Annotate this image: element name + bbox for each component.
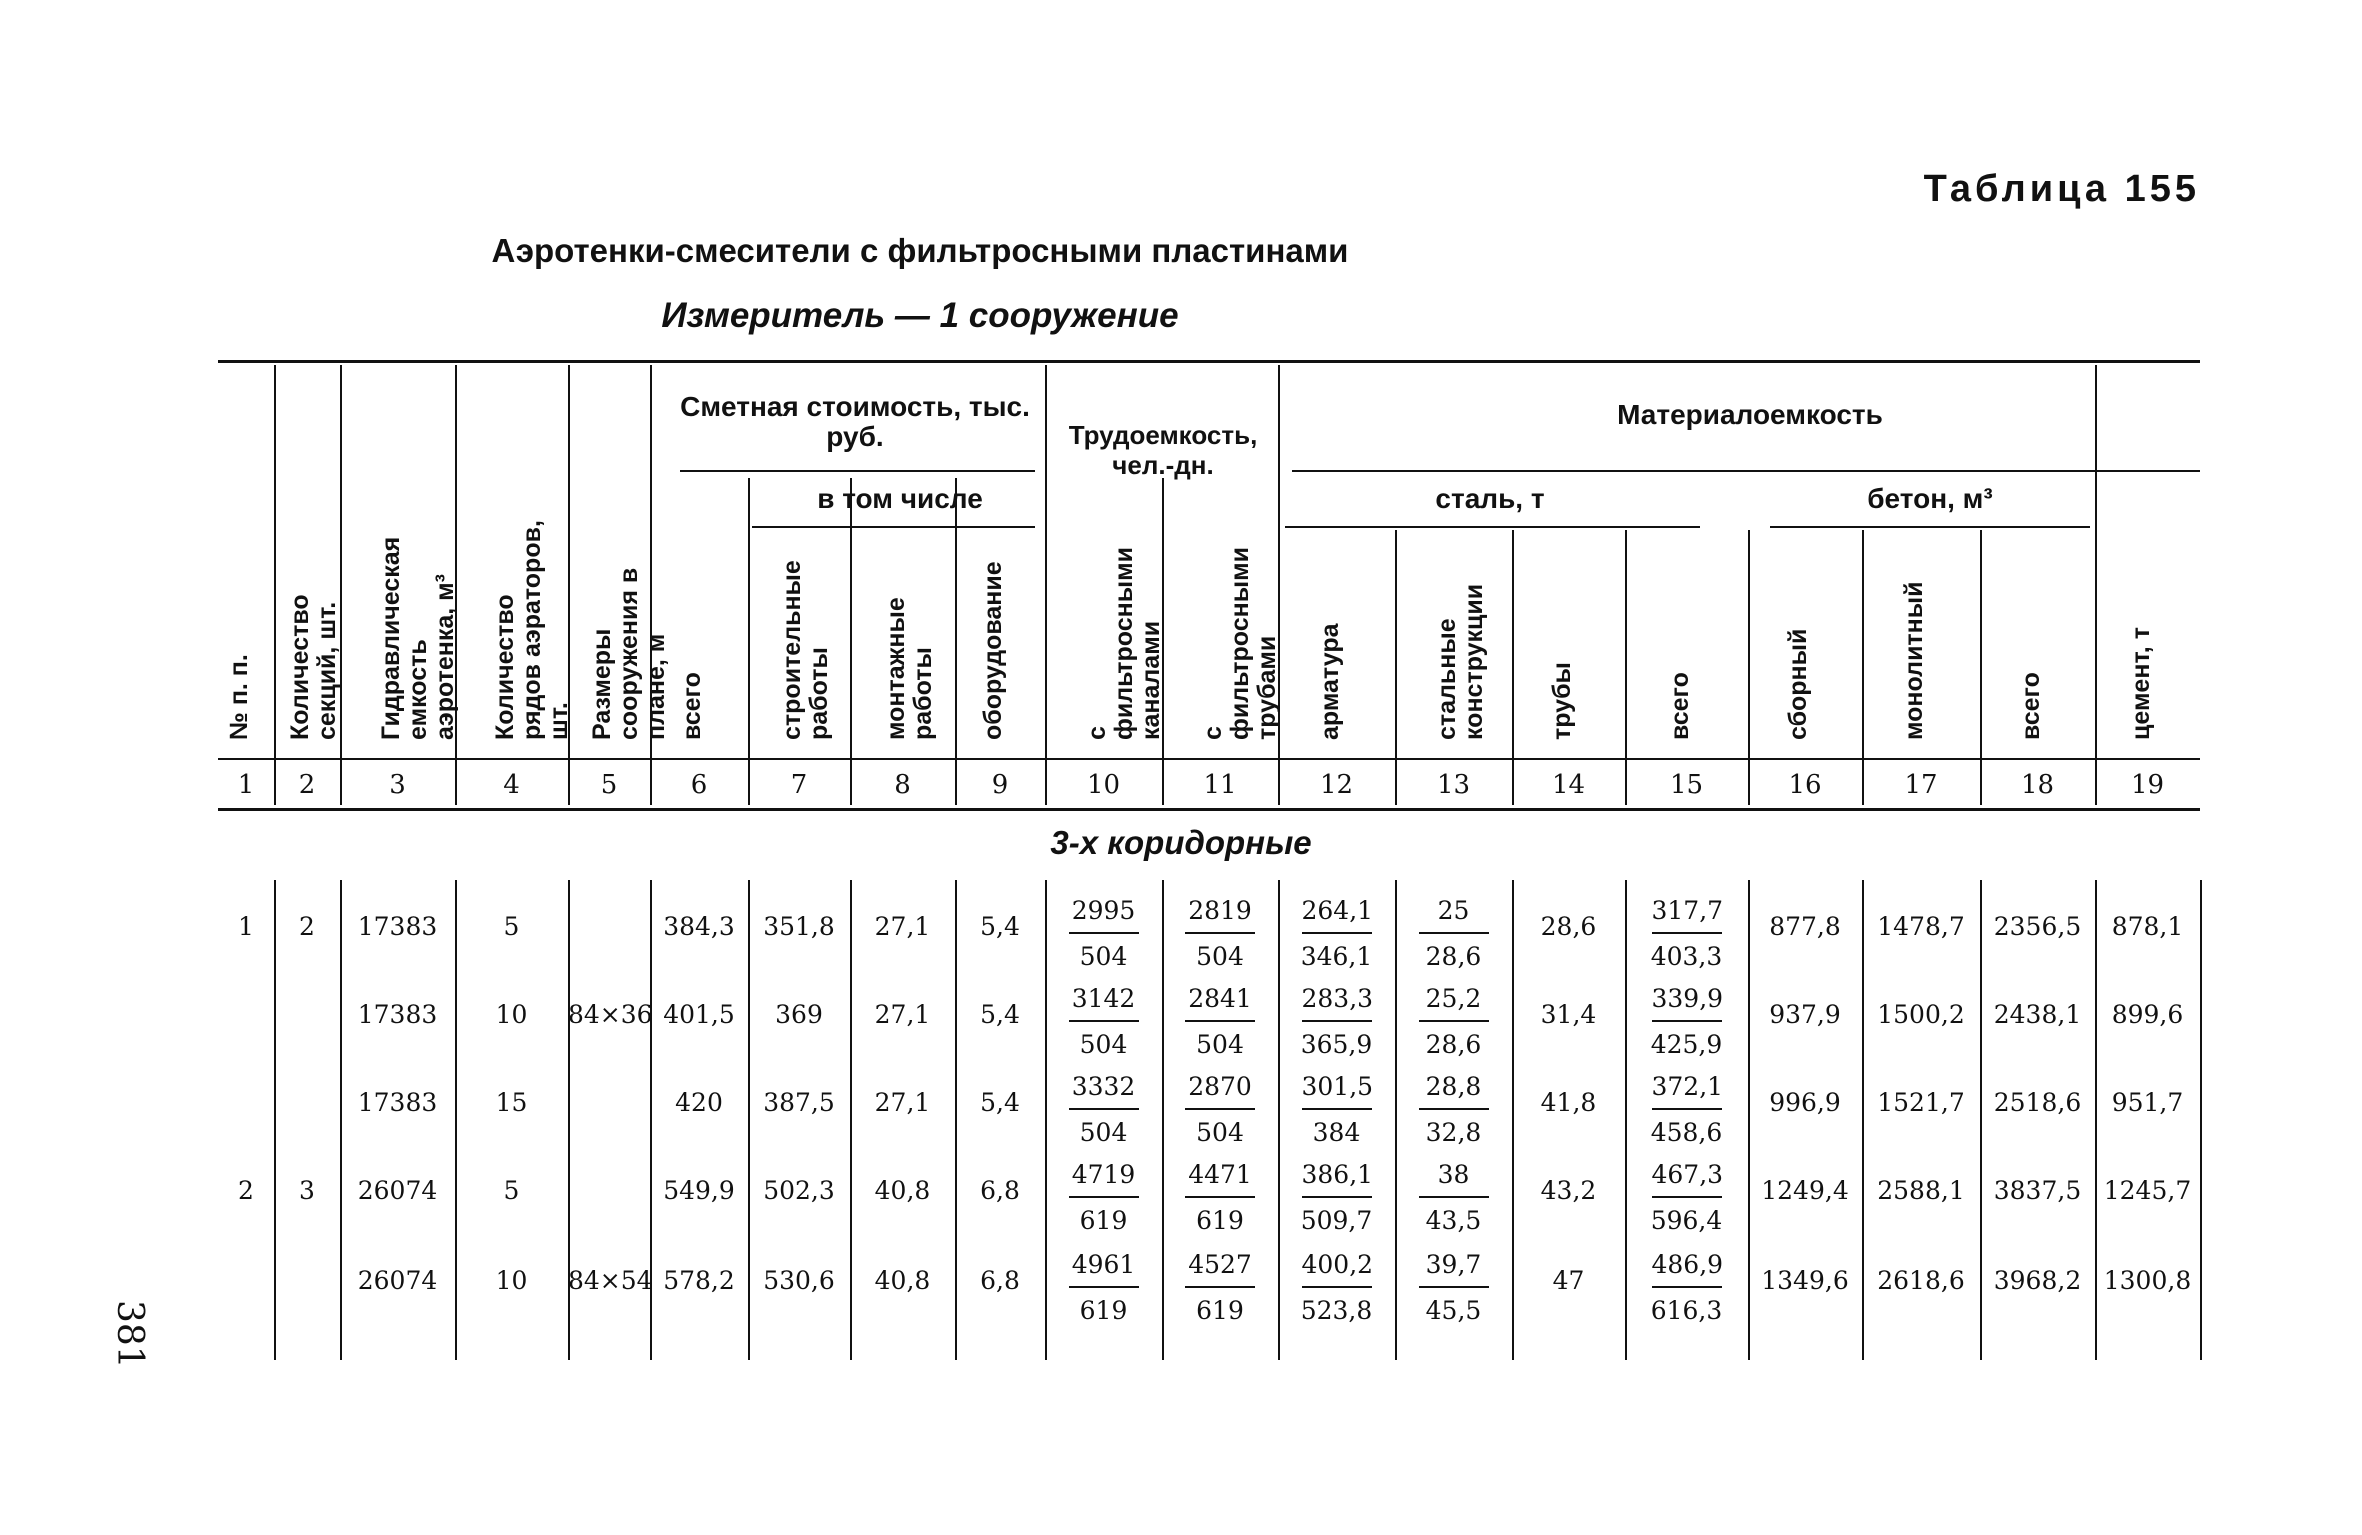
column-number: 1 — [237, 770, 255, 800]
col-header-prefab: сборный — [1784, 628, 1812, 740]
fraction-denominator: 619 — [1196, 1206, 1244, 1235]
cell-build: 369 — [775, 1000, 823, 1029]
column-number: 8 — [894, 770, 911, 800]
fraction-numerator: 386,1 — [1302, 1160, 1372, 1198]
cell-volume: 17383 — [357, 1088, 438, 1117]
fraction-numerator: 3142 — [1069, 984, 1139, 1022]
col-header-installation: монтажные работы — [881, 597, 937, 740]
fraction-rebar — [1278, 1250, 1395, 1326]
header-top-rule — [218, 360, 2200, 363]
cell-build: 387,5 — [763, 1088, 835, 1117]
header-subdivider — [1980, 530, 1982, 805]
fraction-lab1 — [1045, 1160, 1162, 1236]
fraction-numerator: 25 — [1419, 896, 1489, 934]
fraction-numerator: 2995 — [1069, 896, 1139, 934]
material-group-rule — [1292, 470, 2200, 472]
fraction-denominator: 28,6 — [1425, 1030, 1482, 1059]
body-left-rule — [274, 880, 276, 1360]
fraction-numerator: 4527 — [1185, 1250, 1255, 1288]
fraction-rebar — [1278, 1072, 1395, 1148]
fraction-steel_total — [1625, 984, 1748, 1060]
cell-pipes: 31,4 — [1540, 1000, 1597, 1029]
fraction-numerator: 283,3 — [1302, 984, 1372, 1022]
col-header-labor-channels: с фильтросными каналами — [1082, 547, 1165, 740]
cell-conc_total: 2438,1 — [1993, 1000, 2082, 1029]
cell-cement: 951,7 — [2111, 1088, 2184, 1117]
cell-mono: 2618,6 — [1877, 1266, 1965, 1295]
cell-mount: 40,8 — [874, 1266, 931, 1295]
fraction-denominator: 504 — [1079, 1030, 1128, 1059]
cell-sections: 2 — [299, 912, 315, 941]
material-group-header: Материалоемкость — [1617, 399, 1883, 430]
fraction-denominator: 509,7 — [1300, 1206, 1373, 1235]
cell-conc_total: 2356,5 — [1993, 912, 2082, 941]
cell-pipes: 28,6 — [1540, 912, 1597, 941]
cell-n: 1 — [238, 912, 254, 941]
header-divider — [2095, 365, 2097, 805]
cell-mount: 40,8 — [874, 1176, 931, 1205]
fraction-steelc — [1395, 1072, 1512, 1148]
fraction-denominator: 384 — [1312, 1118, 1361, 1147]
fraction-lab2 — [1162, 1072, 1278, 1148]
fraction-lab2 — [1162, 896, 1278, 972]
fraction-denominator: 458,6 — [1650, 1118, 1723, 1147]
col-header-monolithic: монолитный — [1900, 581, 1928, 740]
column-number: 2 — [298, 770, 316, 800]
col-header-steel-total: всего — [1665, 672, 1694, 740]
fraction-numerator: 25,2 — [1419, 984, 1489, 1022]
cell-pipes: 47 — [1552, 1266, 1585, 1295]
header-subdivider — [1625, 530, 1627, 805]
fraction-lab1 — [1045, 984, 1162, 1060]
fraction-numerator: 339,9 — [1652, 984, 1722, 1022]
cost-group-header: Сметная стоимость, тыс. руб. — [680, 391, 1030, 452]
fraction-steelc — [1395, 896, 1512, 972]
cell-rows: 15 — [495, 1088, 528, 1117]
cell-cement: 1300,8 — [2103, 1266, 2192, 1295]
cell-equip: 5,4 — [980, 1000, 1020, 1029]
cell-conc_total: 2518,6 — [1993, 1088, 2082, 1117]
cell-mono: 1478,7 — [1877, 912, 1965, 941]
fraction-steel_total — [1625, 1160, 1748, 1236]
fraction-steel_total — [1625, 1072, 1748, 1148]
cell-rows: 10 — [495, 1000, 528, 1029]
column-number: 17 — [1904, 770, 1938, 800]
cell-size: 84×36 — [568, 1000, 653, 1029]
fraction-lab1 — [1045, 1072, 1162, 1148]
fraction-denominator: 45,5 — [1425, 1296, 1482, 1325]
fraction-denominator: 504 — [1196, 942, 1244, 971]
col-header-equipment: оборудование — [979, 561, 1007, 740]
cell-conc_total: 3968,2 — [1993, 1266, 2082, 1295]
header-subdivider — [1862, 530, 1864, 805]
fraction-denominator: 28,6 — [1425, 942, 1482, 971]
fraction-numerator: 39,7 — [1419, 1250, 1489, 1288]
fraction-denominator: 619 — [1079, 1296, 1128, 1325]
fraction-denominator: 523,8 — [1300, 1296, 1373, 1325]
col-header-number: № п. п. — [225, 654, 253, 740]
fraction-numerator: 2819 — [1185, 896, 1255, 934]
column-numbers-rule — [218, 808, 2200, 811]
header-subdivider — [748, 478, 750, 805]
fraction-numerator: 2841 — [1185, 984, 1255, 1022]
page-number: 381 — [109, 1300, 150, 1369]
fraction-denominator: 43,5 — [1425, 1206, 1482, 1235]
section-title: 3-х коридорные — [1050, 824, 1312, 861]
table-subtitle: Измеритель — 1 сооружение — [661, 296, 1179, 335]
cell-prefab: 1249,4 — [1761, 1176, 1849, 1205]
fraction-lab2 — [1162, 1160, 1278, 1236]
column-number: 13 — [1436, 770, 1471, 800]
fraction-rebar — [1278, 984, 1395, 1060]
fraction-numerator: 467,3 — [1652, 1160, 1722, 1198]
fraction-numerator: 4471 — [1185, 1160, 1255, 1198]
column-number: 10 — [1086, 770, 1121, 800]
fraction-numerator: 372,1 — [1652, 1072, 1722, 1110]
fraction-numerator: 317,7 — [1652, 896, 1722, 934]
fraction-denominator: 365,9 — [1300, 1030, 1373, 1059]
cell-volume: 17383 — [357, 912, 438, 941]
fraction-numerator: 2870 — [1185, 1072, 1255, 1110]
fraction-denominator: 504 — [1079, 942, 1128, 971]
fraction-numerator: 264,1 — [1302, 896, 1372, 934]
header-subdivider — [1395, 530, 1397, 805]
header-divider — [274, 365, 276, 805]
fraction-denominator: 32,8 — [1425, 1118, 1482, 1147]
fraction-denominator: 403,3 — [1650, 942, 1723, 971]
cell-total: 549,9 — [663, 1176, 735, 1205]
fraction-numerator: 486,9 — [1652, 1250, 1722, 1288]
cell-sections: 3 — [299, 1176, 315, 1205]
cell-equip: 5,4 — [980, 912, 1020, 941]
col-header-cement: цемент, т — [2126, 627, 2155, 740]
column-number: 16 — [1788, 770, 1822, 800]
cell-rows: 10 — [495, 1266, 528, 1295]
concrete-group-header: бетон, м³ — [1867, 483, 1993, 514]
header-subdivider — [955, 478, 957, 805]
fraction-steelc — [1395, 1160, 1512, 1236]
cell-rows: 5 — [503, 912, 520, 941]
column-number: 12 — [1319, 770, 1354, 800]
fraction-steelc — [1395, 984, 1512, 1060]
fraction-steelc — [1395, 1250, 1512, 1326]
col-header-cost-total: всего — [678, 672, 706, 740]
cell-volume: 17383 — [357, 1000, 438, 1029]
col-header-rebar: арматура — [1315, 623, 1344, 740]
cell-volume: 26074 — [357, 1176, 438, 1205]
cell-mount: 27,1 — [874, 912, 931, 941]
fraction-lab1 — [1045, 1250, 1162, 1326]
fraction-denominator: 596,4 — [1650, 1206, 1723, 1235]
steel-group-header: сталь, т — [1435, 483, 1545, 514]
cell-equip: 6,8 — [980, 1176, 1020, 1205]
table-label: Таблица 155 — [1923, 168, 2200, 210]
col-header-construction: строительные работы — [778, 560, 833, 740]
cost-sub-header: в том числе — [817, 483, 983, 514]
col-header-steel-structures: стальные конструкции — [1432, 583, 1488, 740]
fraction-numerator: 4719 — [1069, 1160, 1139, 1198]
col-header-concrete-total: всего — [2016, 672, 2045, 740]
column-number: 19 — [2130, 770, 2165, 800]
cell-prefab: 1349,6 — [1761, 1266, 1849, 1295]
fraction-denominator: 504 — [1196, 1030, 1244, 1059]
cell-prefab: 877,8 — [1769, 912, 1841, 941]
cell-pipes: 41,8 — [1540, 1088, 1597, 1117]
cell-build: 351,8 — [763, 912, 835, 941]
col-header-aerator-rows: Количество рядов аэраторов, шт. — [490, 520, 573, 740]
column-number: 6 — [690, 770, 708, 800]
col-header-volume: Гидравлическая емкость аэротенка, м³ — [376, 536, 459, 740]
table-title: Аэротенки-смесители с фильтросными пластинами — [491, 232, 1349, 269]
cell-prefab: 996,9 — [1769, 1088, 1841, 1117]
cell-mono: 2588,1 — [1877, 1176, 1965, 1205]
fraction-denominator: 504 — [1079, 1118, 1128, 1147]
column-number: 3 — [389, 770, 406, 800]
cell-rows: 5 — [503, 1176, 520, 1205]
cost-sub-rule — [752, 526, 1035, 528]
cell-build: 530,6 — [763, 1266, 835, 1295]
cell-build: 502,3 — [763, 1176, 835, 1205]
column-number: 18 — [2020, 770, 2055, 800]
cell-cement: 878,1 — [2111, 912, 2184, 941]
column-number: 9 — [991, 770, 1009, 800]
fraction-denominator: 619 — [1196, 1296, 1244, 1325]
cost-group-rule — [680, 470, 1035, 472]
fraction-numerator: 3332 — [1069, 1072, 1139, 1110]
labor-group-header: Трудоемкость, чел.-дн. — [1068, 420, 1258, 480]
fraction-denominator: 425,9 — [1650, 1030, 1723, 1059]
fraction-denominator: 616,3 — [1650, 1296, 1723, 1325]
column-number: 11 — [1203, 770, 1237, 800]
fraction-denominator: 619 — [1079, 1206, 1128, 1235]
fraction-denominator: 346,1 — [1300, 942, 1373, 971]
cell-pipes: 43,2 — [1540, 1176, 1597, 1205]
col-header-labor-pipes: с фильтросными трубами — [1199, 547, 1281, 740]
cell-conc_total: 3837,5 — [1993, 1176, 2082, 1205]
cell-cement: 1245,7 — [2103, 1176, 2192, 1205]
fraction-numerator: 400,2 — [1302, 1250, 1372, 1288]
cell-total: 420 — [675, 1088, 723, 1117]
col-header-dimensions: Размеры сооружения в плане, м — [588, 567, 670, 740]
cell-volume: 26074 — [357, 1266, 438, 1295]
cell-equip: 5,4 — [980, 1088, 1020, 1117]
header-subdivider — [1748, 530, 1750, 805]
cell-n: 2 — [238, 1176, 254, 1205]
cell-total: 578,2 — [663, 1266, 735, 1295]
column-number: 4 — [503, 770, 520, 800]
header-bottom-rule — [218, 758, 2200, 760]
fraction-denominator: 504 — [1196, 1118, 1244, 1147]
fraction-numerator: 28,8 — [1419, 1072, 1489, 1110]
cell-mono: 1521,7 — [1877, 1088, 1965, 1117]
fraction-numerator: 4961 — [1069, 1250, 1139, 1288]
header-subdivider — [1512, 530, 1514, 805]
fraction-lab2 — [1162, 1250, 1278, 1326]
cell-mono: 1500,2 — [1877, 1000, 1965, 1029]
cell-equip: 6,8 — [980, 1266, 1020, 1295]
col-header-pipes: трубы — [1547, 662, 1576, 740]
cell-total: 401,5 — [663, 1000, 735, 1029]
cell-mount: 27,1 — [874, 1088, 931, 1117]
steel-group-rule — [1285, 526, 1700, 528]
header-subdivider — [850, 478, 852, 805]
fraction-rebar — [1278, 1160, 1395, 1236]
body-divider — [2200, 880, 2202, 1360]
concrete-group-rule — [1770, 526, 2090, 528]
fraction-rebar — [1278, 896, 1395, 972]
column-number: 15 — [1669, 770, 1704, 800]
column-number: 14 — [1551, 770, 1586, 800]
fraction-steel_total — [1625, 896, 1748, 972]
column-number: 7 — [790, 770, 808, 800]
col-header-sections: Количество секций, шт. — [286, 594, 341, 740]
cell-cement: 899,6 — [2111, 1000, 2184, 1029]
fraction-lab2 — [1162, 984, 1278, 1060]
fraction-lab1 — [1045, 896, 1162, 972]
fraction-numerator: 38 — [1419, 1160, 1489, 1198]
cell-prefab: 937,9 — [1769, 1000, 1841, 1029]
cell-total: 384,3 — [663, 912, 735, 941]
cell-size: 84×54 — [568, 1266, 653, 1295]
fraction-steel_total — [1625, 1250, 1748, 1326]
fraction-numerator: 301,5 — [1302, 1072, 1372, 1110]
cell-mount: 27,1 — [874, 1000, 931, 1029]
column-number: 5 — [600, 770, 618, 800]
